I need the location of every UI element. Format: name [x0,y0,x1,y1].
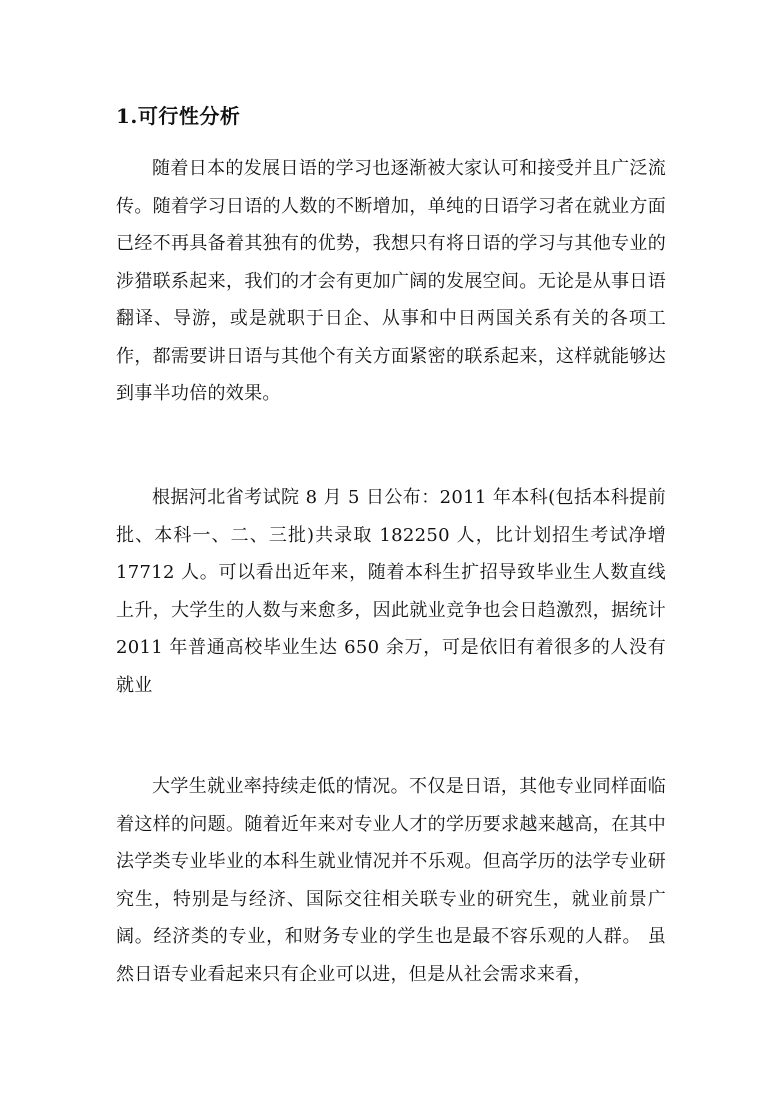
paragraph-admission-statistics: 根据河北省考试院 8 月 5 日公布：2011 年本科(包括本科提前批、本科一、二、三批)共录取 182250 人，比计划招生考试净增 17712 人。可以看出近年来，随着本科生扩招导致毕业生人数直线上升，大学生的人数与来愈多，因此就业竞争也会日趋激烈，据统计 2011 年普通高校毕业生达 650 余万，可是依旧有着很多的人没有就业 [116,487,666,696]
paragraph-employment-situation: 大学生就业率持续走低的情况。不仅是日语，其他专业同样面临着这样的问题。随着近年来对专业人才的学历要求越来越高，在其中法学类专业毕业的本科生就业情况并不乐观。但高学历的法学专业研究生，特别是与经济、国际交往相关联专业的研究生，就业前景广阔。经济类的专业，和财务专业的学生也是最不容乐观的人群。 虽然日语专业看起来只有企业可以进，但是从社会需求来看， [116,776,666,985]
paragraph-feasibility: 随着日本的发展日语的学习也逐渐被大家认可和接受并且广泛流传。随着学习日语的人数的不断增加，单纯的日语学习者在就业方面已经不再具备着其独有的优势，我想只有将日语的学习与其他专业的涉猎联系起来，我们的才会有更加广阔的发展空间。无论是从事日语翻译、导游，或是就职于日企、从事和中日两国关系有关的各项工作，都需要讲日语与其他个有关方面紧密的联系起来，这样就能够达到事半功倍的效果。 [116,158,666,404]
section-heading: 1.可行性分析 [116,104,241,128]
